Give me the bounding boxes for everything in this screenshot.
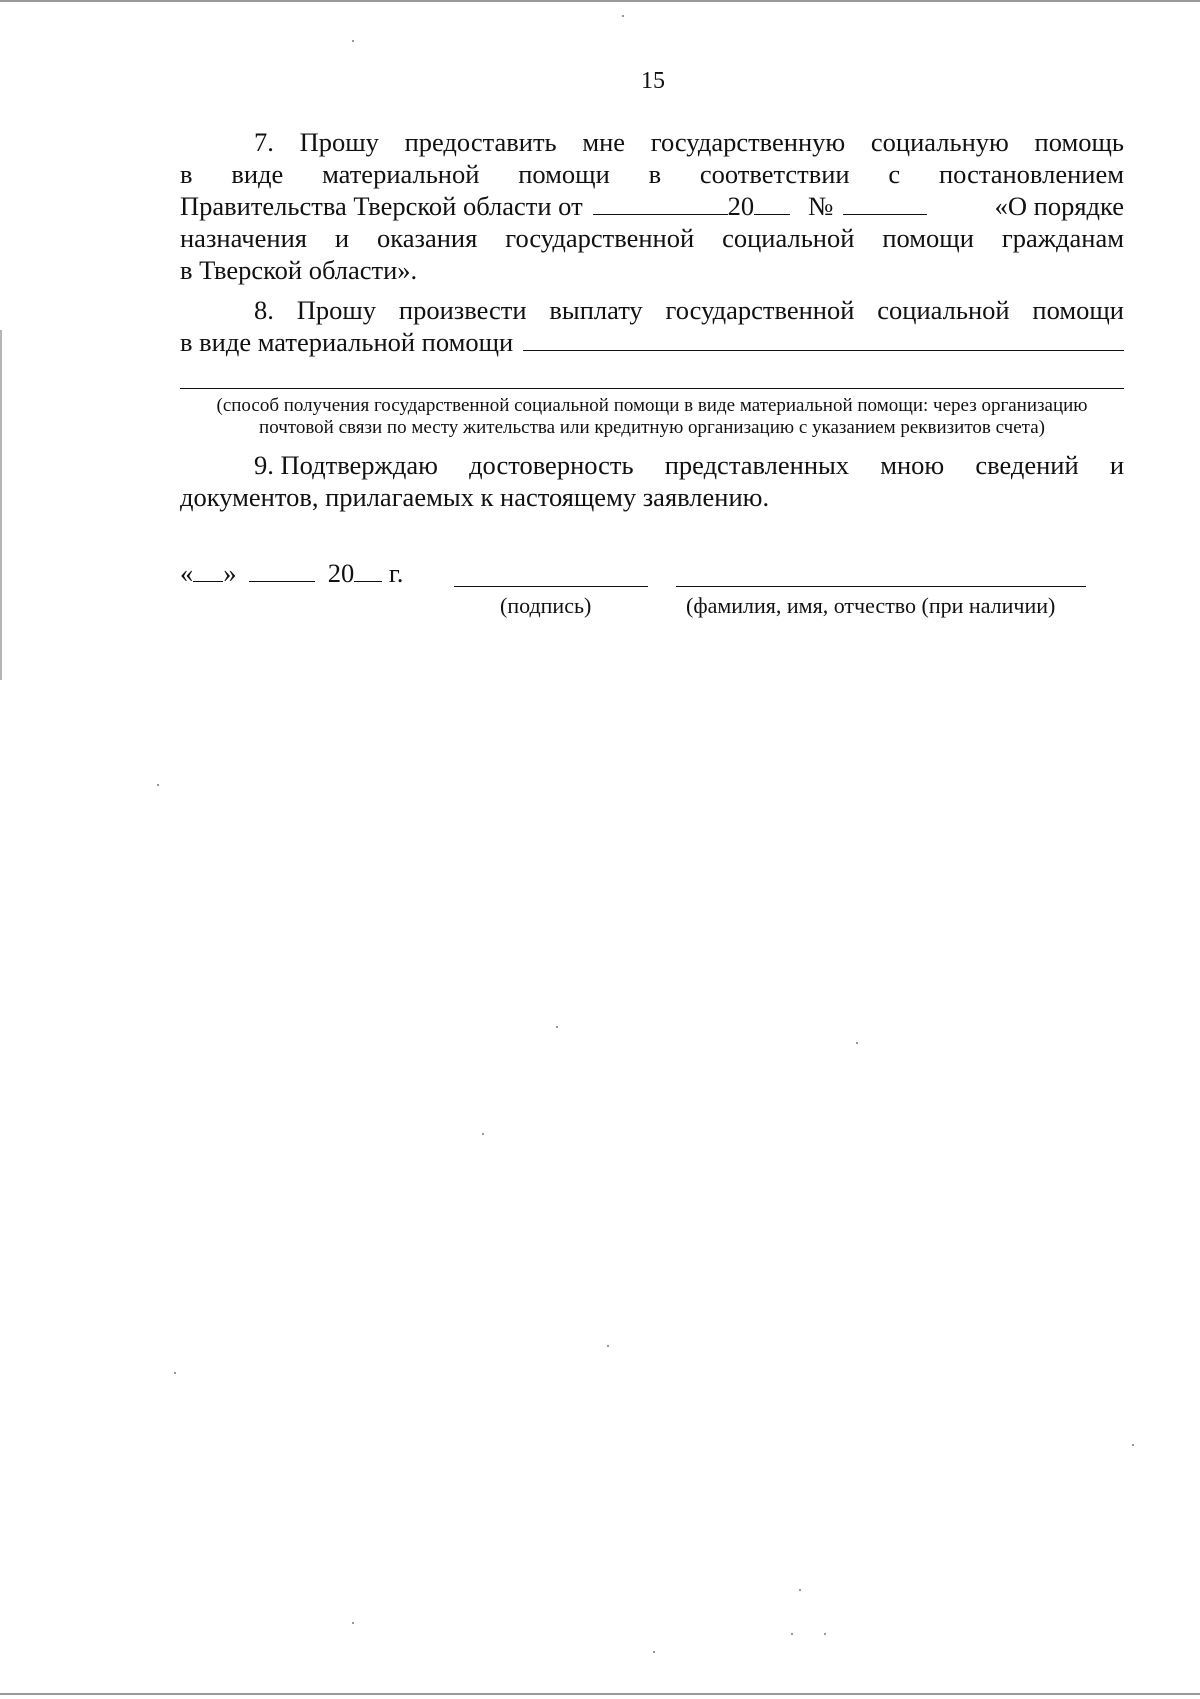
word: назначения — [180, 223, 307, 253]
word: помощи — [518, 159, 610, 189]
p8-line-1 — [180, 294, 1124, 326]
signature-caption: (подпись) — [500, 593, 592, 618]
text-segment: Правительства Тверской области от — [180, 191, 583, 221]
word: достоверность — [469, 450, 634, 480]
word: сведений — [975, 450, 1079, 480]
word: предоставить — [404, 127, 557, 157]
scan-speck — [799, 1589, 801, 1591]
p8-line-2 — [180, 326, 1124, 358]
payment-method-caption — [180, 395, 1124, 439]
p7-line-4 — [180, 222, 1124, 254]
word: в — [180, 159, 193, 189]
number-sign: № — [808, 191, 834, 221]
scan-speck — [556, 1026, 558, 1028]
word: социальной — [877, 295, 1010, 325]
year-blank[interactable] — [354, 580, 382, 582]
word: государственную — [650, 127, 846, 157]
quote-close: » — [223, 558, 237, 588]
year-suffix: г. — [388, 558, 404, 588]
scan-speck — [791, 1633, 793, 1635]
word: выплату — [549, 295, 643, 325]
year-prefix: 20 — [727, 191, 755, 221]
word: государственной — [665, 295, 855, 325]
p9-line-1 — [180, 449, 1124, 481]
scan-speck — [352, 40, 354, 42]
word: виде — [231, 159, 284, 189]
word: 8. — [254, 295, 274, 325]
p9-line-2 — [180, 481, 1124, 513]
p7-line-1 — [180, 126, 1124, 158]
scan-speck — [174, 1372, 176, 1374]
word: Прошу — [296, 295, 377, 325]
word: оказания — [377, 223, 478, 253]
number-blank[interactable] — [843, 213, 927, 215]
scan-speck — [622, 15, 624, 17]
scan-speck — [607, 1345, 609, 1347]
month-blank[interactable] — [249, 580, 315, 582]
text-segment: в Тверской области». — [180, 255, 418, 285]
paragraph-7 — [180, 126, 1124, 286]
word: с — [888, 159, 901, 189]
signature-line[interactable] — [454, 586, 648, 587]
page-edge-top — [0, 0, 1200, 2]
p7-line-2 — [180, 158, 1124, 190]
text-segment: «О порядке — [994, 191, 1124, 221]
word: и — [1109, 450, 1124, 480]
payment-method-blank-continued[interactable] — [180, 358, 1124, 389]
scan-speck — [856, 1042, 858, 1044]
word: мне — [582, 127, 626, 157]
payment-method-blank[interactable] — [523, 349, 1124, 351]
day-blank[interactable] — [193, 580, 223, 582]
word: социальную — [870, 127, 1009, 157]
p7-line-5 — [180, 254, 1124, 286]
scan-speck — [653, 1651, 655, 1653]
year-blank[interactable] — [754, 213, 790, 215]
word: постановлением — [938, 159, 1124, 189]
page-edge-bottom — [0, 1693, 1200, 1695]
scan-speck — [157, 784, 159, 786]
paragraph-9 — [180, 449, 1124, 513]
word: помощи — [882, 223, 974, 253]
quote-open: « — [180, 558, 194, 588]
page-number: 15 — [641, 68, 665, 94]
word: социальной — [722, 223, 855, 253]
word: представленных — [664, 450, 850, 480]
date-blank[interactable] — [593, 213, 728, 215]
p7-line-3 — [180, 190, 1124, 222]
word: Прошу — [299, 127, 379, 157]
word: помощи — [1032, 295, 1124, 325]
word: гражданам — [1001, 223, 1124, 253]
full-name-caption: (фамилия, имя, отчество (при наличии) — [686, 593, 1056, 618]
scan-speck — [1132, 1444, 1134, 1446]
year-prefix: 20 — [327, 558, 355, 588]
scan-speck — [482, 1133, 484, 1135]
word: мною — [880, 450, 945, 480]
word: 9. Подтверждаю — [254, 450, 438, 480]
signature-block — [180, 558, 1124, 628]
caption-line: почтовой связи по месту жительства или кредитную организацию с указанием реквизитов счета) — [259, 417, 1045, 438]
caption-line: (способ получения государственной социальной помощи в виде материальной помощи: через организацию — [216, 395, 1088, 416]
scan-speck — [352, 1622, 354, 1624]
text-segment: документов, прилагаемых к настоящему заявлению. — [180, 482, 770, 512]
word: государственной — [505, 223, 695, 253]
scan-speck — [824, 1633, 826, 1635]
document-body — [180, 126, 1124, 513]
full-name-line[interactable] — [676, 586, 1086, 587]
word: соответствии — [699, 159, 850, 189]
word: 7. — [254, 127, 274, 157]
text-segment: в виде материальной помощи — [180, 327, 514, 357]
paragraph-8 — [180, 294, 1124, 439]
word: в — [648, 159, 662, 189]
date-field — [180, 558, 403, 589]
page-edge-left — [0, 330, 2, 680]
word: помощь — [1034, 127, 1124, 157]
word: материальной — [322, 159, 480, 189]
word: и — [334, 223, 350, 253]
word: произвести — [398, 295, 527, 325]
